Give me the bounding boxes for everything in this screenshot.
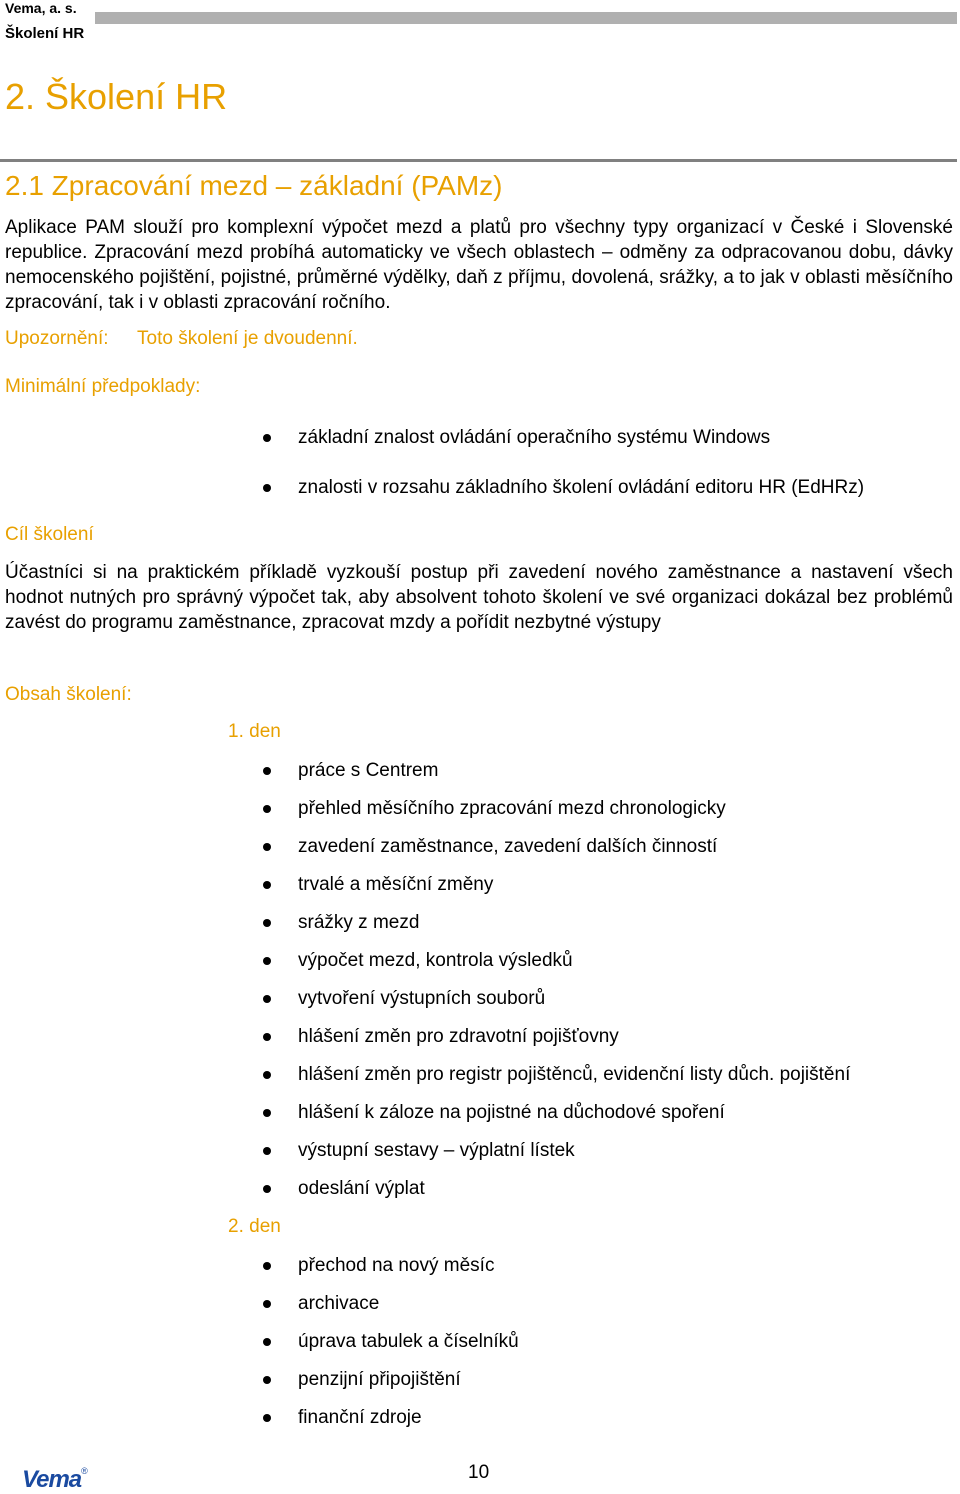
list-item xyxy=(0,425,960,455)
list-item xyxy=(0,948,960,978)
list-item xyxy=(0,910,960,940)
list-item-text: odeslání výplat xyxy=(298,1178,425,1199)
list-item xyxy=(0,758,960,788)
list-item-text: přehled měsíčního zpracování mezd chronologicky xyxy=(298,798,726,819)
list-item-text: finanční zdroje xyxy=(298,1407,422,1428)
registered-mark: ® xyxy=(81,1466,87,1476)
list-item xyxy=(0,1062,960,1092)
bullet-icon xyxy=(263,484,271,492)
list-item-text: penzijní připojištění xyxy=(298,1369,461,1390)
bullet-icon xyxy=(263,767,271,775)
day1-label: 1. den xyxy=(228,721,281,742)
goal-paragraph: Účastníci si na praktickém příkladě vyzkouší postup při zavedení nového zaměstnance a nastavení všech hodnot nutných pro správný výpočet tak, aby absolvent tohoto školení ve své organizaci dokázal bez problémů zavést do programu zaměstnance, zpracovat mzdy a pořídit nezbytné výstupy xyxy=(5,562,953,633)
list-item xyxy=(0,1405,960,1435)
list-item-text: hlášení změn pro registr pojištěnců, evidenční listy důch. pojištění xyxy=(298,1064,851,1085)
list-item xyxy=(0,1138,960,1168)
list-item xyxy=(0,1100,960,1130)
warning-text: Toto školení je dvoudenní. xyxy=(137,328,358,349)
list-item xyxy=(0,1024,960,1054)
list-item xyxy=(0,872,960,902)
bullet-icon xyxy=(263,995,271,1003)
header-rule xyxy=(95,12,957,24)
header-company: Vema, a. s. xyxy=(5,0,77,16)
list-item-text: znalosti v rozsahu základního školení ovládání editoru HR (EdHRz) xyxy=(298,477,865,498)
bullet-icon xyxy=(263,919,271,927)
page-title: 2. Školení HR xyxy=(5,76,228,117)
list-item-text: výstupní sestavy – výplatní lístek xyxy=(298,1140,575,1161)
bullet-icon xyxy=(263,1033,271,1041)
list-item xyxy=(0,1329,960,1359)
list-item-text: hlášení k záloze na pojistné na důchodové spoření xyxy=(298,1102,725,1123)
bullet-icon xyxy=(263,1338,271,1346)
list-item xyxy=(0,796,960,826)
logo-text: Vema xyxy=(22,1466,82,1493)
list-item-text: archivace xyxy=(298,1293,380,1314)
bullet-icon xyxy=(263,1414,271,1422)
list-item-text: hlášení změn pro zdravotní pojišťovny xyxy=(298,1026,619,1047)
title-divider xyxy=(0,159,957,162)
list-item-text: práce s Centrem xyxy=(298,760,439,781)
list-item xyxy=(0,1253,960,1283)
list-item-text: výpočet mezd, kontrola výsledků xyxy=(298,950,573,971)
list-item-text: trvalé a měsíční změny xyxy=(298,874,494,895)
list-item-text: zavedení zaměstnance, zavedení dalších činností xyxy=(298,836,718,857)
prerequisites-label: Minimální předpoklady: xyxy=(5,376,201,397)
bullet-icon xyxy=(263,881,271,889)
list-item xyxy=(0,834,960,864)
bullet-icon xyxy=(263,1185,271,1193)
bullet-icon xyxy=(263,434,271,442)
goal-label: Cíl školení xyxy=(5,524,94,545)
list-item xyxy=(0,1291,960,1321)
list-item xyxy=(0,1176,960,1206)
list-item-text: přechod na nový měsíc xyxy=(298,1255,495,1276)
bullet-icon xyxy=(263,1147,271,1155)
intro-paragraph: Aplikace PAM slouží pro komplexní výpočet mezd a platů pro všechny typy organizací v České i Slovenské republice. Zpracování mezd probíhá automaticky ve všech oblastech – odměny za odpracovanou dobu, dávky nemocenského pojištění, pojistné, průměrné výdělky, daň z příjmu, dovolená, srážky, a to jak v oblasti měsíčního zpracování, tak i v oblasti zpracování ročního. xyxy=(5,217,953,313)
bullet-icon xyxy=(263,1071,271,1079)
list-item-text: vytvoření výstupních souborů xyxy=(298,988,546,1009)
list-item xyxy=(0,1367,960,1397)
bullet-icon xyxy=(263,1109,271,1117)
bullet-icon xyxy=(263,957,271,965)
day2-label: 2. den xyxy=(228,1216,281,1237)
header-section: Školení HR xyxy=(5,25,85,42)
list-item-text: srážky z mezd xyxy=(298,912,420,933)
list-item-text: základní znalost ovládání operačního systému Windows xyxy=(298,427,771,448)
content-label: Obsah školení: xyxy=(5,684,132,705)
list-item xyxy=(0,986,960,1016)
section-subtitle: 2.1 Zpracování mezd – základní (PAMz) xyxy=(5,170,503,201)
bullet-icon xyxy=(263,1262,271,1270)
warning-label: Upozornění: xyxy=(5,328,109,349)
page-number: 10 xyxy=(468,1462,490,1483)
list-item-text: úprava tabulek a číselníků xyxy=(298,1331,519,1352)
vema-logo xyxy=(22,1466,87,1494)
bullet-icon xyxy=(263,843,271,851)
bullet-icon xyxy=(263,805,271,813)
list-item xyxy=(0,475,960,505)
bullet-icon xyxy=(263,1376,271,1384)
bullet-icon xyxy=(263,1300,271,1308)
